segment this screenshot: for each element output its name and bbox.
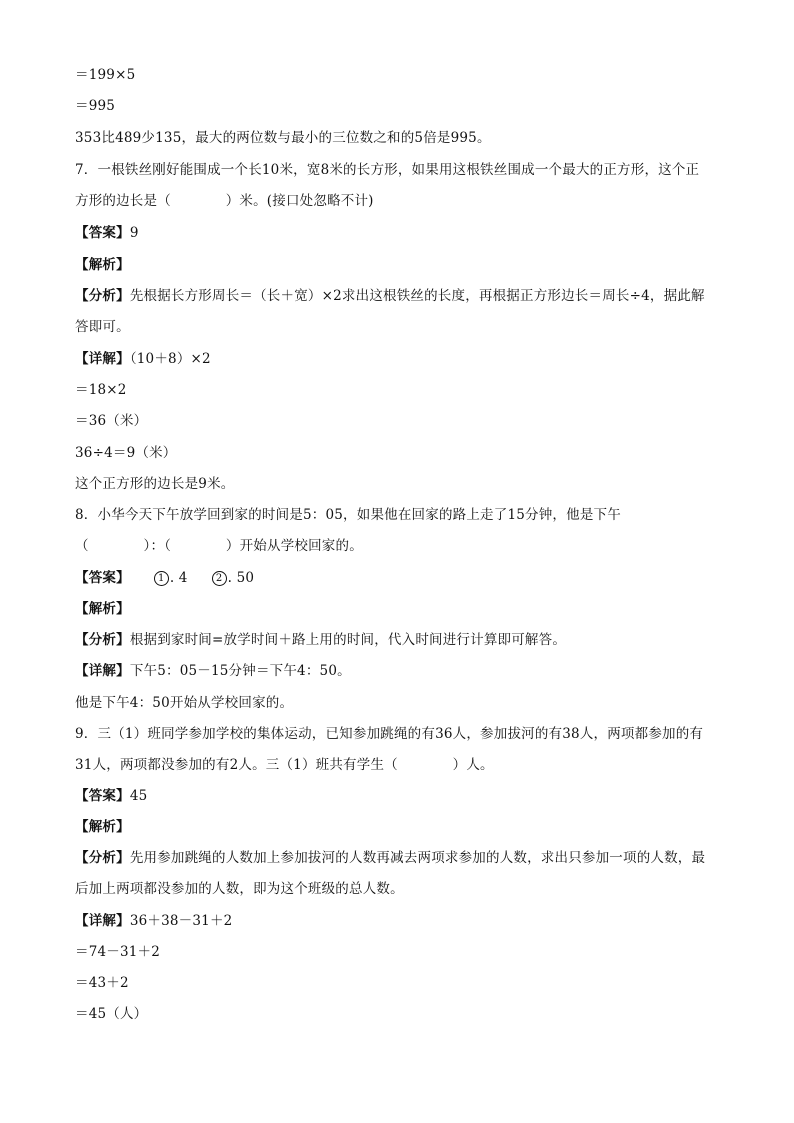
answer-value-1: . 4	[169, 570, 188, 586]
calc-line: ＝43＋2	[75, 975, 129, 991]
detail-tag: 【详解】	[75, 663, 130, 679]
answer-line	[75, 224, 734, 242]
analysis-text: 先用参加跳绳的人数加上参加拔河的人数再减去两项求参加的人数，求出只参加一项的人数，最	[129, 850, 706, 866]
analysis-tag: 【分析】	[75, 850, 130, 866]
question-7-text-cont: 方形的边长是（ ）米。(接口处忽略不计)	[75, 193, 374, 209]
answer-tag: 【答案】	[75, 225, 130, 241]
circled-number-2: 2	[212, 571, 227, 586]
analysis-line	[75, 849, 734, 867]
answer-tag: 【答案】	[75, 570, 130, 586]
answer-value-2: . 50	[227, 570, 255, 586]
analysis-text: 根据到家时间=放学时间＋路上用的时间，代入时间进行计算即可解答。	[129, 632, 567, 648]
calc-line: ＝74－31＋2	[75, 944, 161, 960]
analysis-text-cont: 后加上两项都没参加的人数，即为这个班级的总人数。	[75, 881, 404, 897]
analysis-tag: 【分析】	[75, 632, 130, 648]
analysis-text-cont: 答即可。	[75, 319, 130, 335]
detail-line	[75, 350, 734, 368]
calc-line: ＝199×5	[75, 67, 136, 83]
detail-text: （10＋8）×2	[129, 351, 211, 367]
answer-line	[75, 787, 734, 805]
detail-text: 下午5：05－15分钟＝下午4：50。	[129, 663, 351, 679]
conclusion-line: 353比489少135，最大的两位数与最小的三位数之和的5倍是995。	[75, 130, 491, 146]
calc-line: 36÷4＝9（米）	[75, 445, 177, 461]
detail-tag: 【详解】	[75, 913, 130, 929]
calc-line: ＝45（人）	[75, 1006, 148, 1022]
analysis-heading: 【解析】	[75, 601, 130, 617]
analysis-heading: 【解析】	[75, 257, 130, 273]
calc-line: ＝36（米）	[75, 413, 148, 429]
detail-line	[75, 912, 734, 930]
conclusion-line: 他是下午4：50开始从学校回家的。	[75, 695, 294, 711]
answer-tag: 【答案】	[75, 788, 130, 804]
detail-tag: 【详解】	[75, 351, 130, 367]
answer-value: 9	[129, 225, 139, 241]
question-9-text-cont: 31人，两项都没参加的有2人。三（1）班共有学生（ ）人。	[75, 757, 494, 773]
conclusion-line: 这个正方形的边长是9米。	[75, 476, 235, 492]
analysis-text: 先根据长方形周长＝（长＋宽）×2求出这根铁丝的长度，再根据正方形边长＝周长÷4，据此解	[129, 288, 705, 304]
analysis-line	[75, 287, 734, 305]
analysis-tag: 【分析】	[75, 288, 130, 304]
answer-value: 45	[129, 788, 148, 804]
question-9-text: 9．三（1）班同学参加学校的集体运动，已知参加跳绳的有36人，参加拔河的有38人，两项都参加的有	[75, 726, 704, 742]
detail-text: 36＋38－31＋2	[129, 913, 233, 929]
calc-line: ＝18×2	[75, 382, 127, 398]
detail-line	[75, 662, 734, 680]
calc-line: ＝995	[75, 98, 116, 114]
answer-line	[75, 569, 734, 587]
circled-number-1: 1	[154, 571, 169, 586]
analysis-line	[75, 631, 734, 649]
question-7-text: 7．一根铁丝刚好能围成一个长10米，宽8米的长方形，如果用这根铁丝围成一个最大的正方形，这个正	[75, 162, 700, 178]
analysis-heading: 【解析】	[75, 819, 130, 835]
question-8-text: 8．小华今天下午放学回到家的时间是5：05，如果他在回家的路上走了15分钟，他是下午	[75, 507, 621, 523]
question-8-text-cont: （ ）：（ ）开始从学校回家的。	[75, 538, 363, 554]
